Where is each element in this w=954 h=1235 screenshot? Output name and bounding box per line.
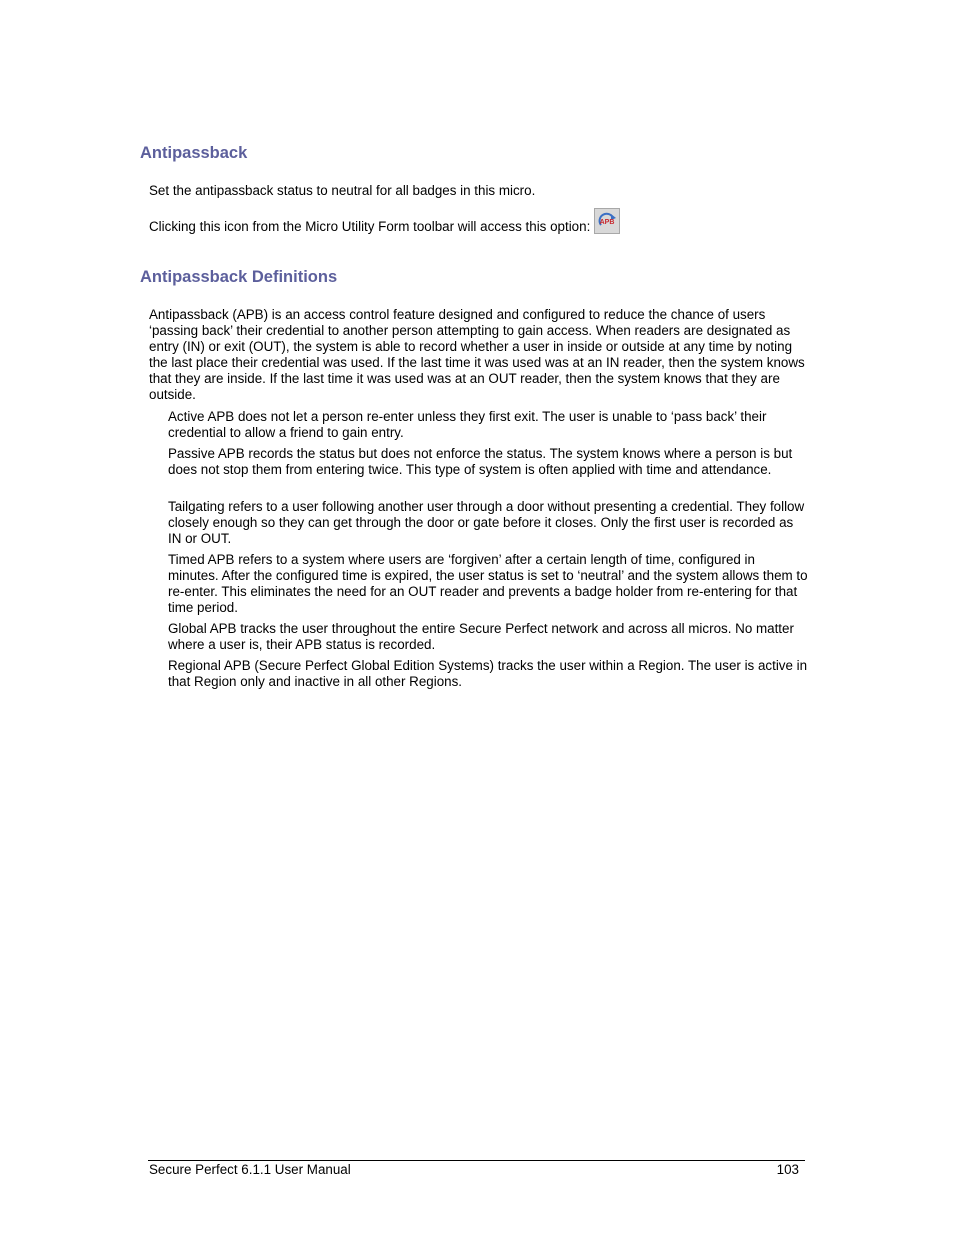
footer-manual-title: Secure Perfect 6.1.1 User Manual (149, 1162, 351, 1177)
definition-item-global-apb: Global APB tracks the user throughout the entire Secure Perfect network and across all micros. No matter where a user is, their APB status is recorded. (168, 621, 794, 653)
toolbar-instruction (149, 205, 620, 235)
definition-item-regional-apb: Regional APB (Secure Perfect Global Edition Systems) tracks the user within a Region. The user is active in that Region only and inactive in all other Regions. (168, 658, 808, 690)
footer-page-number: 103 (776, 1162, 799, 1177)
definitions-intro: Antipassback (APB) is an access control feature designed and configured to reduce the chance of users ‘passing back’ their credential to another person attempting to gain access. When readers are designated as entry (IN) or exit (OUT), the system is able to record whether a user in inside or outside at any time by noting the last place their credential was used. If the last time it was used was at an IN reader, then the system knows that they are inside. If the last time it was used was at an OUT reader, then the system knows that they are outside. (149, 307, 805, 403)
antipassback-description: Set the antipassback status to neutral for all badges in this micro. (149, 183, 536, 198)
definition-item-tailgating: Tailgating refers to a user following another user through a door without presenting a credential. They follow closely enough so they can get through the door or gate before it closes. Only the first user is recorded as IN or OUT. (168, 499, 805, 547)
apb-icon[interactable] (594, 208, 620, 234)
definition-item-passive-apb: Passive APB records the status but does not enforce the status. The system knows where a person is but does not stop them from entering twice. This type of system is often applied with time and attendance. (168, 446, 793, 478)
toolbar-instruction-text: Clicking this icon from the Micro Utility Form toolbar will access this option: (149, 219, 591, 234)
footer-divider (148, 1160, 805, 1161)
apb-icon-label: APB (599, 219, 615, 226)
definition-item-active-apb: Active APB does not let a person re-enter unless they first exit. The user is unable to ‘pass back’ their credential to allow a friend to gain entry. (168, 409, 767, 441)
definition-item-timed-apb: Timed APB refers to a system where users are ‘forgiven’ after a certain length of time, configured in minutes. After the configured time is expired, the user status is set to ‘neutral’ and the system allows them to re-enter. This eliminates the need for an OUT reader and prevents a badge holder from re-entering for that time period. (168, 552, 808, 616)
apb-icon-graphic (596, 210, 618, 232)
antipassback-heading: Antipassback (140, 144, 248, 162)
antipassback-definitions-heading: Antipassback Definitions (140, 268, 338, 286)
